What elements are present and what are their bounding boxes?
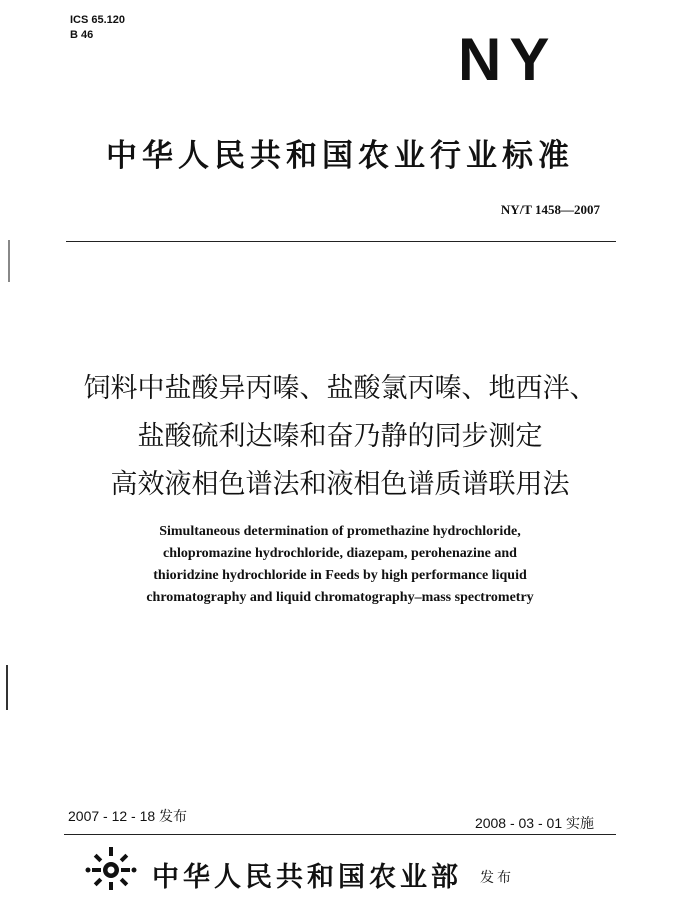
implementation-date: 2008 - 03 - 01 实施: [474, 815, 594, 831]
scan-margin-mark: [6, 665, 8, 710]
scan-margin-mark: [8, 240, 10, 282]
publish-label: 发布: [480, 870, 514, 886]
bottom-divider: [64, 834, 616, 835]
chinese-title-line: 高效液相色谱法和液相色谱质谱联用法: [110, 469, 570, 500]
english-title-line: chromatography and liquid chromatography–mass spectrometry: [146, 590, 534, 605]
english-title-line: thioridzine hydrochloride in Feeds by high performance liquid: [153, 568, 527, 583]
issuing-ministry: 中华人民共和国农业部: [152, 862, 462, 893]
standard-mark: NY: [458, 26, 558, 93]
ministry-emblem-icon: [84, 845, 138, 891]
chinese-title-line: 饲料中盐酸异丙嗪、盐酸氯丙嗪、地西泮、: [83, 373, 597, 404]
english-title: [0, 521, 680, 609]
english-title-line: chlopromazine hydrochloride, diazepam, perohenazine and: [163, 546, 517, 561]
ics-code: ICS 65.120: [70, 14, 126, 26]
classification-code: B 46: [70, 29, 94, 41]
standard-category-title: 中华人民共和国农业行业标准: [106, 138, 574, 174]
chinese-title: [0, 365, 680, 509]
issue-date: 2007 - 12 - 18 发布: [68, 808, 188, 824]
top-divider: [66, 241, 616, 242]
english-title-line: Simultaneous determination of promethazine hydrochloride,: [159, 524, 521, 539]
chinese-title-line: 盐酸硫利达嗪和奋乃静的同步测定: [137, 421, 543, 452]
standard-number: NY/T 1458—2007: [500, 202, 600, 217]
